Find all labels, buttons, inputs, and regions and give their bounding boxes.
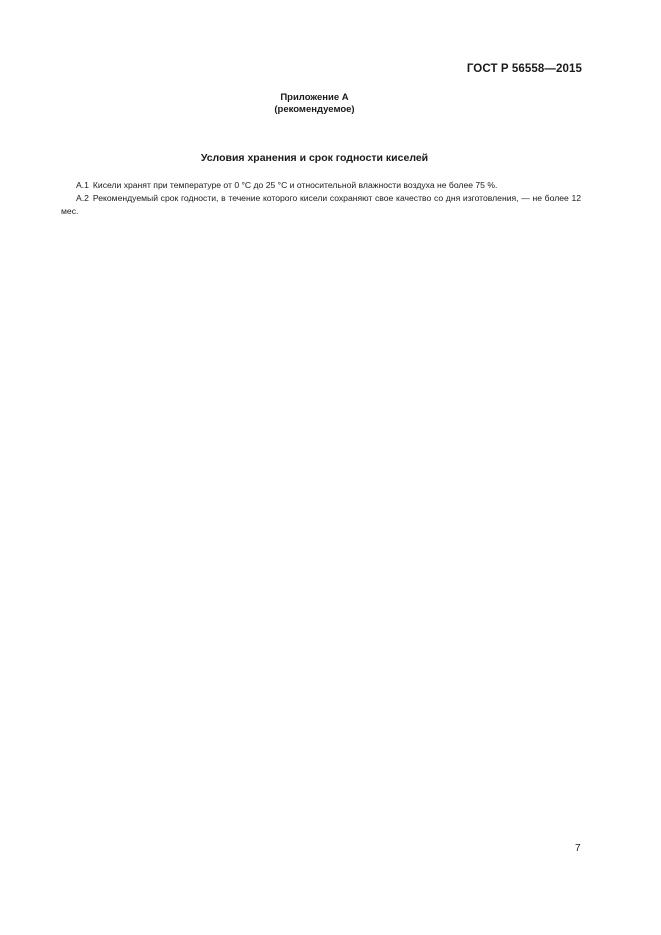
paragraph-number: А.2 (76, 193, 89, 203)
paragraph-text: Кисели хранят при температуре от 0 °С до 25 °С и относительной влажности воздуха не более 75 %. (92, 180, 498, 190)
page-number: 7 (575, 843, 581, 854)
paragraph-number: А.1 (76, 180, 89, 190)
section-title: Условия хранения и срок годности киселей (200, 152, 429, 164)
paragraph-a2 (61, 192, 581, 218)
body-text (61, 179, 581, 218)
paragraph-a1 (61, 179, 581, 192)
annex-status: (рекомендуемое) (274, 104, 355, 115)
annex-heading (0, 92, 629, 116)
annex-title: Приложение А (280, 92, 349, 103)
paragraph-text: Рекомендуемый срок годности, в течение которого кисели сохраняют свое качество со дня изготовления, — не более 12 мес. (61, 193, 581, 216)
standard-code: ГОСТ Р 56558—2015 (466, 63, 582, 75)
